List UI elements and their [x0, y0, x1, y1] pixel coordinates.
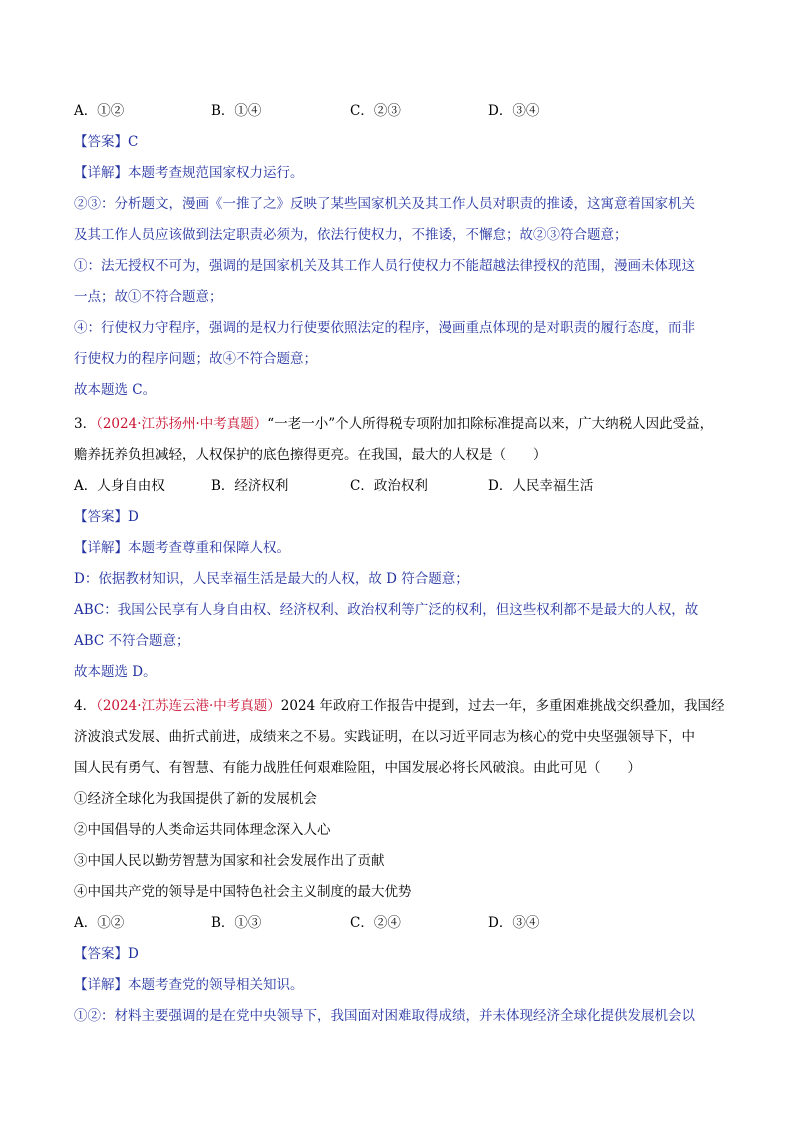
- question-number: 4．: [74, 698, 97, 714]
- q4-statement: ④中国共产党的领导是中国特色社会主义制度的最大优势: [74, 884, 412, 900]
- q3-stem-line: 赡养抚养负担减轻，人权保护的底色擦得更亮。在我国，最大的人权是（ ）: [74, 447, 547, 463]
- detail-tag: 【详解】: [74, 165, 128, 181]
- question-number: 3．: [74, 416, 97, 432]
- q2-detail-line: ②③：分析题文，漫画《一推了之》反映了某些国家机关及其工作人员对职责的推诿，这寓意着国家机关: [74, 196, 695, 212]
- q2-answer: [74, 132, 138, 152]
- q3-detail-line: ABC 不符合题意；: [74, 633, 190, 649]
- q2-option-a: A．①②: [74, 103, 125, 119]
- q4-option-a: A．①②: [74, 915, 125, 931]
- q4-stem: [74, 696, 724, 716]
- q4-stem-line: 国人民有勇气、有智慧、有能力战胜任何艰难险阻，中国发展必将长风破浪。由此可见（ ）: [74, 760, 641, 776]
- answer-value: C: [128, 134, 139, 150]
- answer-value: D: [128, 509, 139, 525]
- q3-answer: [74, 507, 139, 527]
- question-stem-text: “一老一小”个人所得税专项附加扣除标准提高以来，广大纳税人因此受益，: [267, 416, 714, 432]
- detail-tag: 【详解】: [74, 540, 128, 556]
- q4-answer: [74, 944, 139, 964]
- q3-conclusion: 故本题选 D。: [74, 664, 157, 680]
- q4-option-d: D．③④: [488, 915, 540, 931]
- q2-detail-line: 一点；故①不符合题意；: [74, 289, 223, 305]
- answer-tag: 【答案】: [74, 509, 128, 525]
- q2-option-d: D．③④: [488, 103, 540, 119]
- q3-option-c: C．政治权利: [350, 478, 428, 494]
- q4-option-c: C．②④: [350, 915, 401, 931]
- q2-detail-line: ④：行使权力守程序，强调的是权力行使要依照法定的程序，漫画重点体现的是对职责的履行态度，而非: [74, 320, 695, 336]
- question-stem-text: 2024 年政府工作报告中提到，过去一年，多重困难挑战交织叠加，我国经: [280, 698, 725, 714]
- detail-text: 本题考查党的领导相关知识。: [128, 977, 304, 993]
- q2-option-c: C．②③: [350, 103, 401, 119]
- q4-statement: ③中国人民以勤劳智慧为国家和社会发展作出了贡献: [74, 853, 385, 869]
- q2-option-b: B．①④: [211, 103, 262, 119]
- q4-option-b: B．①③: [211, 915, 262, 931]
- q4-statement: ①经济全球化为我国提供了新的发展机会: [74, 791, 317, 807]
- q3-option-b: B．经济权利: [211, 478, 289, 494]
- q4-detail: [74, 975, 304, 995]
- q4-stem-line: 济波浪式发展、曲折式前进，成绩来之不易。实践证明，在以习近平同志为核心的党中央坚强领导下，中: [74, 729, 695, 745]
- answer-tag: 【答案】: [74, 946, 128, 962]
- q3-option-d: D．人民幸福生活: [488, 478, 594, 494]
- answer-value: D: [128, 946, 139, 962]
- q3-detail: [74, 538, 290, 558]
- q2-detail-line: 行使权力的程序问题；故④不符合题意；: [74, 351, 317, 367]
- q3-detail-line: ABC：我国公民享有人身自由权、经济权利、政治权利等广泛的权利，但这些权利都不是最大的人权，故: [74, 602, 699, 618]
- q4-statement: ②中国倡导的人类命运共同体理念深入人心: [74, 822, 331, 838]
- detail-text: 本题考查规范国家权力运行。: [128, 165, 304, 181]
- q3-stem: [74, 414, 713, 434]
- q2-detail: [74, 163, 304, 183]
- detail-tag: 【详解】: [74, 977, 128, 993]
- q2-detail-line: ①：法无授权不可为，强调的是国家机关及其工作人员行使权力不能超越法律授权的范围，漫画未体现这: [74, 258, 695, 274]
- q2-conclusion: 故本题选 C。: [74, 382, 157, 398]
- q3-detail-line: D：依据教材知识，人民幸福生活是最大的人权，故 D 符合题意；: [74, 571, 469, 587]
- detail-text: 本题考查尊重和保障人权。: [128, 540, 290, 556]
- q2-detail-line: 及其工作人员应该做到法定职责必须为，依法行使权力，不推诿，不懈怠；故②③符合题意；: [74, 227, 628, 243]
- question-source: （2024·江苏扬州·中考真题）: [96, 416, 268, 432]
- q4-detail-line: ①②：材料主要强调的是在党中央领导下，我国面对困难取得成绩，并未体现经济全球化提供发展机会以: [74, 1008, 695, 1024]
- q3-option-a: A．人身自由权: [74, 478, 165, 494]
- question-source: （2024·江苏连云港·中考真题）: [96, 698, 281, 714]
- answer-tag: 【答案】: [74, 134, 128, 150]
